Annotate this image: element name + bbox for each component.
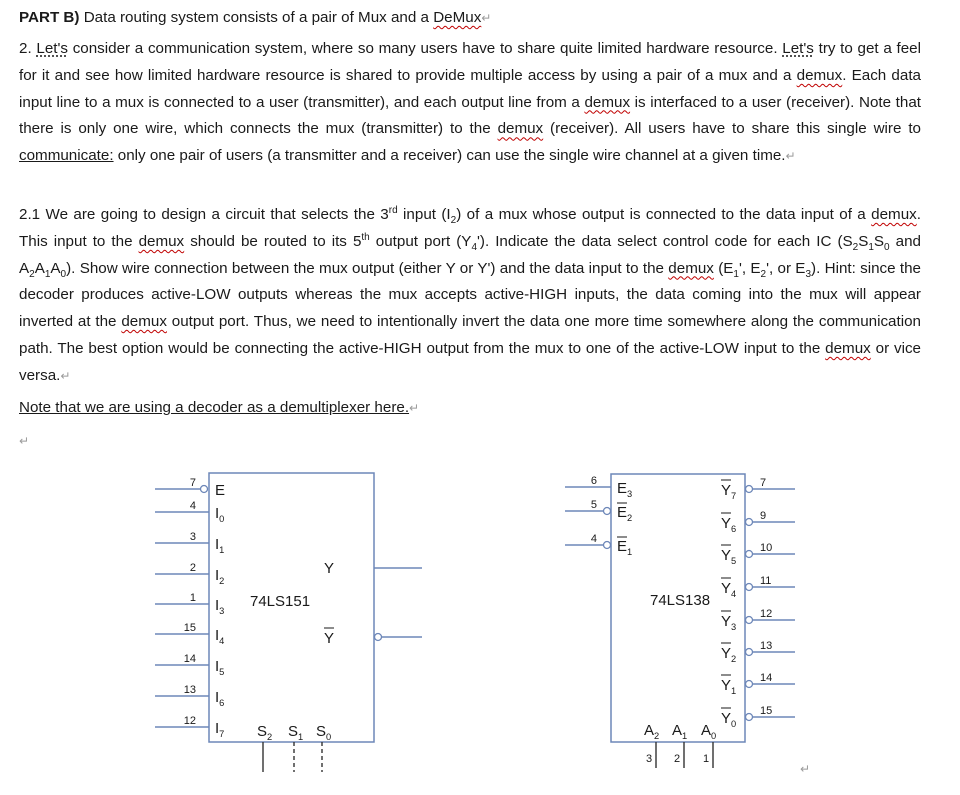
- mux-select-inputs: [257, 723, 331, 772]
- mux-pin-label: $I_3$: [215, 597, 225, 616]
- decoder-note: Note that we are using a decoder as a demultiplexer here.↵: [19, 399, 420, 416]
- demux-output-label: $Y_3$: [721, 613, 737, 632]
- part-b-intro: Data routing system consists of a pair of Mux and a: [83, 9, 434, 26]
- demux-output-label: $Y_1$: [721, 677, 737, 696]
- demux-output-label: $Y_6$: [721, 515, 737, 534]
- demux-enable-label: $E_3$: [617, 480, 633, 499]
- question-2-paragraph: 2. Let's consider a communication system, where so many users have to share quite limited hardware resource. Let's try to get a feel for it and see how limited hardware resource is shared to provide multiple access by using a pair of a mux and a demux. Each data input line to a mux is connected to a user (transmitter), and each output line from a demux is interfaced to a user (receiver). Note that there is only one wire, which connects the mux (transmitter) to the demux (receiver). All users have to share this single wire to communicate: only one pair of users (a transmitter and a receiver) can use the single wire channel at a given time.↵: [19, 40, 921, 165]
- mux-pin-label: $I_6$: [215, 689, 225, 708]
- paragraph-mark-icon: ↵: [409, 401, 420, 415]
- demux-address-label: $A_1$: [672, 722, 688, 741]
- demux-address-label: $A_0$: [701, 722, 717, 741]
- mux-pin-number: 1: [189, 592, 196, 604]
- demux-output-label: $Y_4$: [721, 580, 737, 599]
- demux-output-bubble: [746, 486, 753, 493]
- paragraph-mark-icon: ↵: [785, 149, 796, 164]
- mux-pin-label: $I_2$: [215, 567, 225, 586]
- demux-address-pins: [644, 722, 716, 768]
- paragraph-mark-icon: ↵: [19, 434, 30, 448]
- mux-pin-number: 15: [183, 622, 196, 634]
- demux-output-bubble: [746, 681, 753, 688]
- demux-output-bubble: [746, 649, 753, 656]
- mux-select-label: $S_1$: [288, 723, 304, 742]
- mux-pin-label: E: [215, 482, 226, 499]
- demux-enable-label: $E_1$: [617, 538, 633, 557]
- mux-output-y-label: Y: [324, 560, 335, 577]
- demux-part-number: 74LS138: [650, 592, 711, 609]
- mux-input-pins: [155, 477, 225, 739]
- mux-pin-label: $I_4$: [215, 627, 225, 646]
- part-b-label: PART B): [19, 9, 80, 26]
- demux-output-number: 7: [760, 477, 767, 489]
- mux-pin-number: 14: [183, 653, 196, 665]
- demux-output-number: 15: [760, 705, 773, 717]
- mux-pin-number: 4: [189, 500, 196, 512]
- demux-output-label: $Y_2$: [721, 645, 737, 664]
- question-2-1-paragraph: 2.1 We are going to design a circuit that selects the 3rd input $(I_2)$ of a mux whose output is connected to the data input of a demux. This input to the demux should be routed to its 5th output port $(Y_4')$. Indicate the data select control code for each IC ($S_2S_1S_0$ and $A_2A_1A_0$). Show wire connection between the mux output (either Y or Y') and the data input to the demux ($E_1'$, $E_2'$, or $E_3$). Hint: since the decoder produces active-LOW outputs whereas the mux accepts active-HIGH inputs, the data coming into the mux will appear inverted at the demux output port. Thus, we need to intentionally invert the data one more time somewhere along the communication path. The best option would be connecting the active-HIGH output from the mux to one of the active-LOW input to the demux or vice versa.↵: [19, 204, 922, 384]
- mux-select-label: $S_2$: [257, 723, 273, 742]
- demux-output-number: 14: [760, 672, 773, 684]
- demux-output-label: $Y_0$: [721, 710, 737, 729]
- demux-output-bubble: [746, 617, 753, 624]
- mux-pin-number: 7: [189, 477, 196, 489]
- demux-address-number: 1: [703, 753, 710, 765]
- mux-select-label: $S_0$: [316, 723, 332, 742]
- mux-enable-bubble: [201, 486, 208, 493]
- demux-enable-number: 4: [590, 533, 597, 545]
- mux-pin-number: 2: [189, 562, 196, 574]
- demux-output-bubble: [746, 714, 753, 721]
- part-b-demux-word: DeMux: [433, 9, 482, 26]
- demux-address-label: $A_2$: [644, 722, 660, 741]
- demux-output-number: 13: [760, 640, 773, 652]
- mux-output-ybar-label: Y: [324, 630, 335, 647]
- demux-output-pins: [721, 477, 795, 729]
- paragraph-mark-icon: ↵: [800, 762, 811, 776]
- demux-address-number: 2: [674, 753, 681, 765]
- demux-enable-bubble: [604, 508, 611, 515]
- demux-enable-number: 5: [590, 499, 597, 511]
- demux-output-label: $Y_5$: [721, 547, 737, 566]
- demux-output-bubble: [746, 519, 753, 526]
- demux-output-number: 10: [760, 542, 773, 554]
- mux-pin-number: 12: [183, 715, 196, 727]
- demux-output-bubble: [746, 584, 753, 591]
- demux-output-number: 9: [760, 510, 767, 522]
- mux-ybar-bubble: [375, 634, 382, 641]
- demux-output-label: $Y_7$: [721, 482, 737, 501]
- mux-pin-label: $I_0$: [215, 505, 225, 524]
- mux-part-number: 74LS151: [250, 593, 311, 610]
- demux-output-number: 12: [760, 608, 773, 620]
- mux-pin-label: $I_7$: [215, 720, 225, 739]
- demux-enable-pins: [565, 475, 632, 557]
- paragraph-mark-icon: ↵: [60, 368, 71, 383]
- demux-output-number: 11: [760, 575, 772, 587]
- paragraph-mark-icon: ↵: [481, 11, 492, 25]
- mux-pin-label: $I_1$: [215, 536, 225, 555]
- mux-pin-number: 13: [183, 684, 196, 696]
- mux-pin-label: $I_5$: [215, 658, 225, 677]
- demux-address-number: 3: [646, 753, 653, 765]
- demux-enable-number: 6: [590, 475, 597, 487]
- demux-output-bubble: [746, 551, 753, 558]
- demux-enable-bubble: [604, 542, 611, 549]
- demux-enable-label: $E_2$: [617, 504, 633, 523]
- mux-pin-number: 3: [189, 531, 196, 543]
